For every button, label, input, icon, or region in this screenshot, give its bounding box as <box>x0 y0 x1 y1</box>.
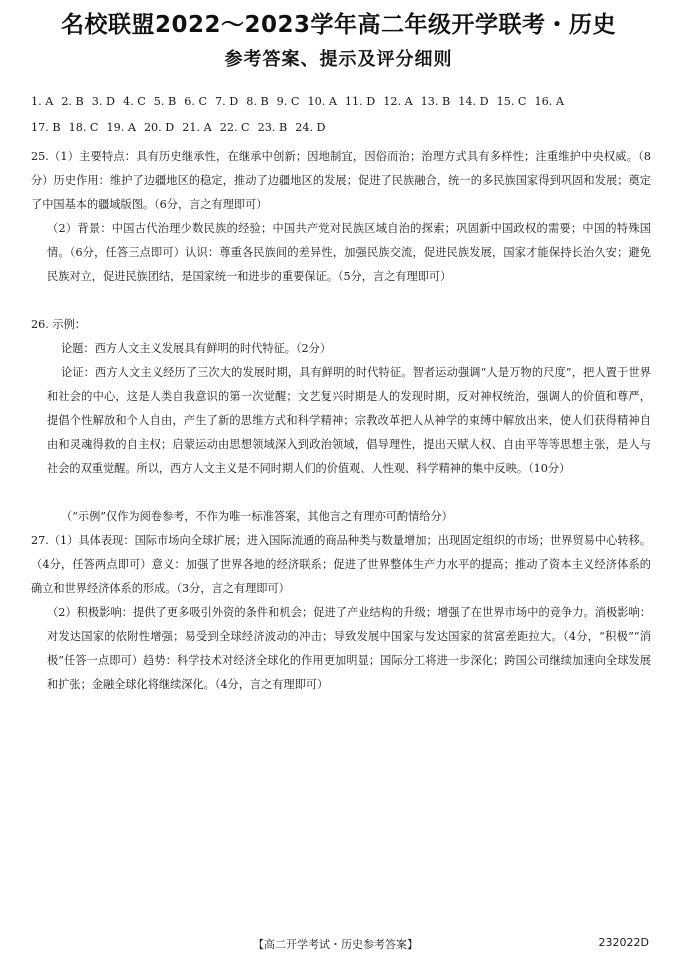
choice-answer: 16. A <box>534 95 564 108</box>
page-subtitle: 参考答案、提示及评分细则 <box>224 49 453 70</box>
footer-label: 【高二开学考试・历史参考答案】 <box>253 938 418 951</box>
choice-answer: 18. C <box>68 121 99 134</box>
question-27-part-2 <box>47 601 651 697</box>
question-26-argument <box>47 361 651 481</box>
choice-answer: 7. D <box>215 95 239 108</box>
choice-answer: 12. A <box>383 95 413 108</box>
page-footer <box>0 936 677 954</box>
choice-answer: 5. B <box>153 95 177 108</box>
footer-code: 232022D <box>598 936 649 949</box>
question-25-part-2 <box>47 217 651 289</box>
q25-answer-2: （2）背景：中国古代治理少数民族的经验；中国共产党对民族区域自治的探索；巩固新中国政权的需要；中国的特殊国情。（6分，任答三点即可）认识：尊重各民族间的差异性，加强民族交流，促进民族发展，国家才能保持长治久安；避免民族对立，促进民族团结，是国家统一和进步的重要保证。（5分，言之有理即可） <box>47 222 651 283</box>
q25-answer-1: 25.（1）主要特点：具有历史继承性，在继承中创新；因地制宜，因俗而治；治理方式具有多样性；注重维护中央权威。（8分）历史作用：维护了边疆地区的稳定，推动了边疆地区的发展；促进了民族融合，统一的多民族国家得到巩固和发展；奠定了中国基本的疆域版图。（6分，言之有理即可） <box>31 150 651 211</box>
choice-answer: 23. B <box>257 121 288 134</box>
choice-answer: 3. D <box>91 95 115 108</box>
question-26-note: （“示例”仅作为阅卷参考，不作为唯一标准答案，其他言之有理亦可酌情给分） <box>61 510 453 523</box>
choice-answer: 1. A <box>31 95 54 108</box>
choice-answer: 21. A <box>182 121 212 134</box>
choice-answer: 10. A <box>307 95 337 108</box>
question-27-part-1 <box>31 529 651 601</box>
choice-answer: 8. B <box>246 95 269 108</box>
page-title: 名校联盟2022～2023学年高二年级开学联考・历史 <box>60 12 617 38</box>
question-25-part-1 <box>31 145 651 217</box>
q27-answer-2: （2）积极影响：提供了更多吸引外资的条件和机会；促进了产业结构的升级；增强了在世界市场中的竞争力。消极影响：对发达国家的依附性增强；易受到全球经济波动的冲击；导致发展中国家与发达国家的贫富差距拉大。（4分，“积极”“消极”任答一点即可）趋势：科学技术对经济全球化的作用更加明显；国际分工将进一步深化；跨国公司继续加速向全球发展和扩张；金融全球化将继续深化。（4分，言之有理即可） <box>47 606 651 691</box>
q26-argument-text: 论证：西方人文主义经历了三次大的发展时期，具有鲜明的时代特征。智者运动强调“人是万物的尺度”，把人置于世界和社会的中心，这是人类自我意识的第一次觉醒；文艺复兴时期是人的发现时期，反对神权统治，强调人的价值和尊严，提倡个性解放和个人自由，产生了新的思维方式和科学精神；宗教改革把人从神学的束缚中解放出来，使人们获得精神自由和灵魂得救的自主权；启蒙运动由思想领域深入到政治领域，倡导理性，提出天赋人权、自由平等等思想主张，是人与社会的双重觉醒。所以，西方人文主义是不同时期人们的价值观、人性观、科学精神的集中反映。（10分） <box>47 366 651 475</box>
question-26-thesis: 论题：西方人文主义发展具有鲜明的时代特征。（2分） <box>61 342 332 355</box>
choice-answers-row-2 <box>31 121 334 134</box>
choice-answer: 17. B <box>31 121 61 134</box>
choice-answer: 2. B <box>61 95 84 108</box>
q27-answer-1: 27.（1）具体表现：国际市场向全球扩展；进入国际流通的商品种类与数量增加；出现固定组织的市场；世界贸易中心转移。（4分，任答两点即可）意义：加强了世界各地的经济联系；促进了世界整体生产力水平的提高；推动了资本主义经济体系的确立和世界经济体系的形成。（3分，言之有理即可） <box>31 534 651 595</box>
choice-answers-row-1 <box>31 95 572 108</box>
choice-answer: 11. D <box>344 95 376 108</box>
choice-answer: 13. B <box>420 95 451 108</box>
choice-answer: 6. C <box>184 95 208 108</box>
choice-answer: 4. C <box>122 95 146 108</box>
choice-answer: 15. C <box>496 95 527 108</box>
choice-answer: 20. D <box>143 121 175 134</box>
choice-answer: 9. C <box>276 95 300 108</box>
question-26-heading: 26. 示例： <box>31 318 86 331</box>
choice-answer: 19. A <box>106 121 136 134</box>
choice-answer: 14. D <box>458 95 489 108</box>
choice-answer: 24. D <box>295 121 326 134</box>
choice-answer: 22. C <box>219 121 250 134</box>
